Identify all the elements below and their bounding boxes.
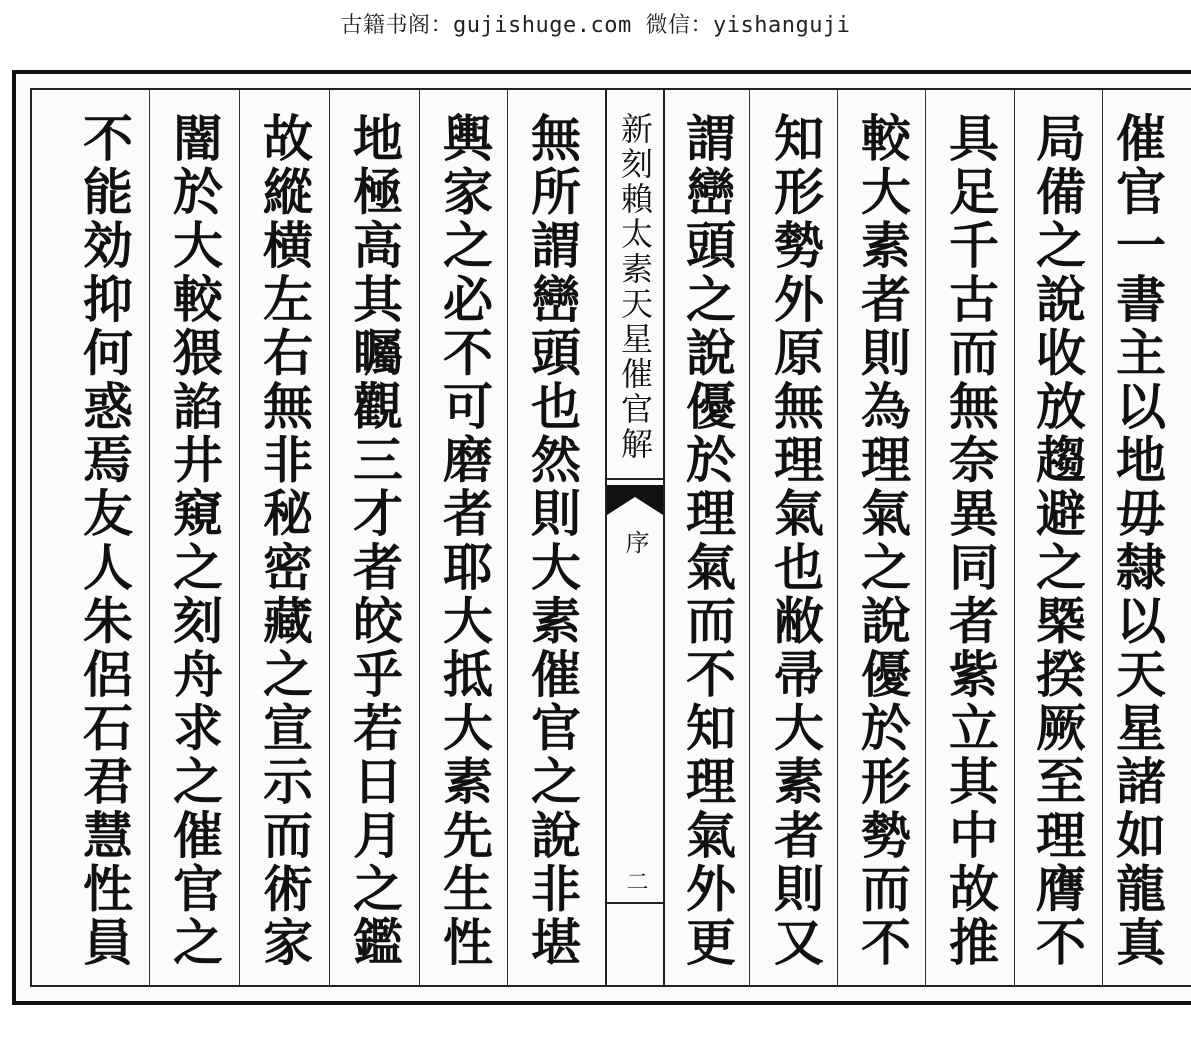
column-rule [925,90,926,985]
text-column: 故縱横左右無非秘密藏之宣示而術家 [255,112,314,970]
site-watermark: 古籍书阁：gujishuge.com 微信：yishanguji [340,13,851,38]
text-column: 局備之說收放趨避之槩揆厥至理膺不 [1028,112,1087,970]
text-column: 輿家之必不可磨者耶大抵大素先生性 [435,112,494,970]
inner-border [30,88,1191,987]
page-number: 二 [623,870,648,892]
text-column: 地極高其矚觀三才者皎乎若日月之鑑 [345,112,404,970]
column-rule [1102,90,1103,985]
text-column: 闇於大較猥諂井窺之刻舟求之催官之 [165,112,224,970]
column-rule [239,90,240,985]
fold-rule-upper [607,478,663,480]
column-rule [149,90,150,985]
fishtail-mark-icon [607,485,663,515]
text-column: 知形勢外原無理氣也敝帚大素者則又 [766,112,825,970]
book-title: 新刻賴太素天星催官解 [616,112,654,462]
column-rule [749,90,750,985]
column-rule [329,90,330,985]
center-fold [605,90,665,985]
fold-rule-lower [607,902,663,904]
text-column: 具足千古而無奈異同者紫立其中故推 [941,112,1000,970]
column-rule [507,90,508,985]
woodblock-page [12,70,1191,1005]
text-column: 謂巒頭之說優於理氣而不知理氣外更 [678,112,737,970]
text-column: 不能効抑何惑焉友人朱侶石君慧性員 [75,112,134,970]
column-rule [1014,90,1015,985]
text-column: 催官一書主以地毋隸以天星諸如龍真 [1108,112,1167,970]
column-rule [837,90,838,985]
text-column: 無所謂巒頭也然則大素催官之說非堪 [523,112,582,970]
section-label: 序 [621,530,649,554]
text-column: 較大素者則為理氣之說優於形勢而不 [853,112,912,970]
column-rule [419,90,420,985]
